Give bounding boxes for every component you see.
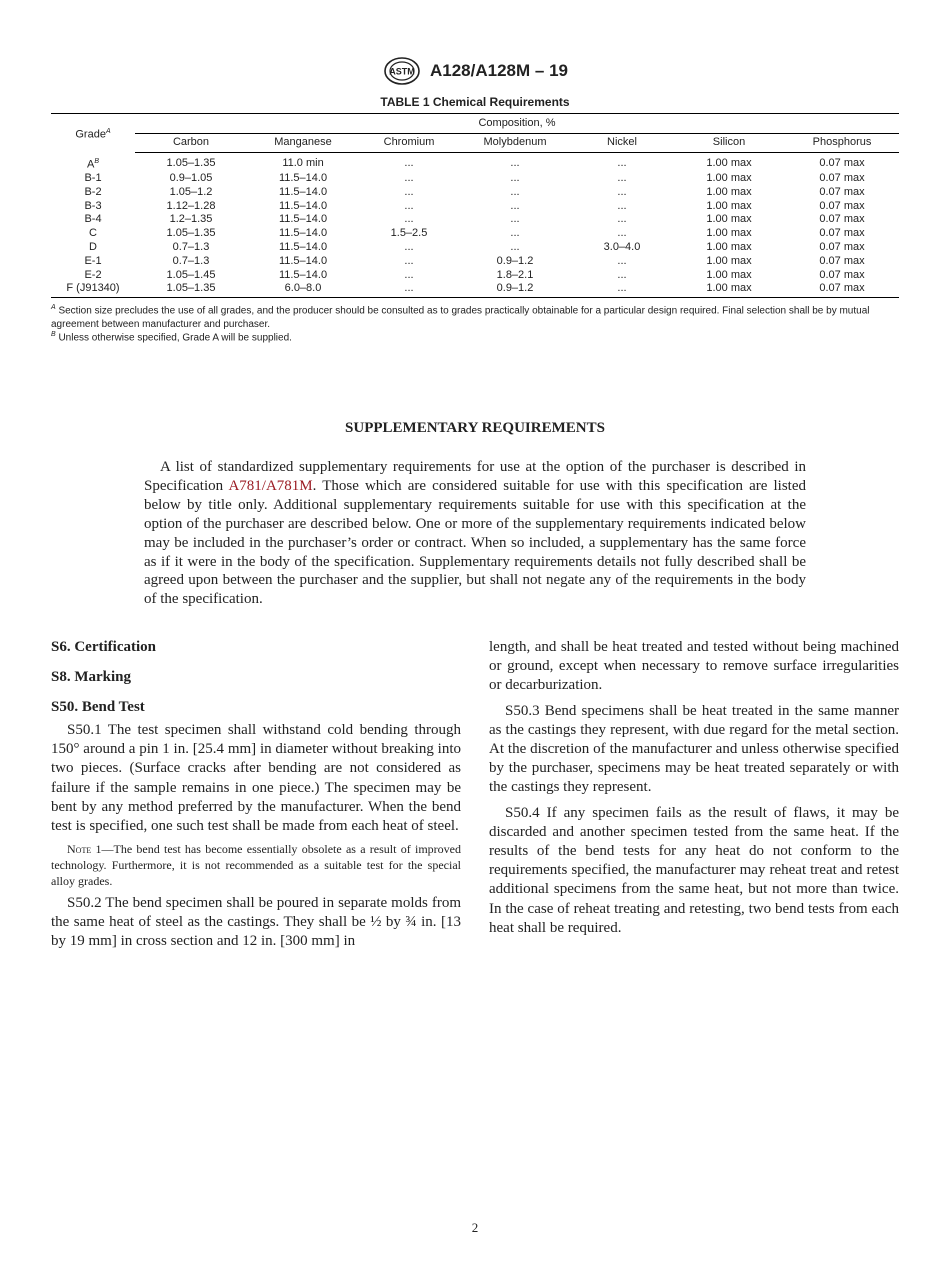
cell-nickel: ... [617, 199, 627, 212]
right-column [489, 638, 899, 944]
paragraph-s50-1: S50.1 The test specimen shall withstand cold bending through 150° around a pin 1 in. [25.4 mm] in diameter without breaking into two pieces. (Surface cracks after bending are not considered as failure if the sample remains in one piece.) The specimen may be bent by any method preferred by the manufacturer. When the bend test is specified, one such test shall be made from each heat of steel. [51, 722, 461, 835]
cell-phosphorus: 0.07 max [819, 268, 865, 281]
supplementary-title: SUPPLEMENTARY REQUIREMENTS [345, 420, 605, 436]
paragraph-s50-4: S50.4 If any specimen fails as the result of flaws, it may be discarded and another specimen tested from the same heat. If the results of the bend tests for any heat do not conform to the requirements specified, the manufacturer may reheat treat and retest additional specimens from the same heat, but not more than twice. In the case of reheat treating and retesting, two bend tests from each heat shall be required. [489, 804, 899, 936]
paragraph-s50-3: S50.3 Bend specimens shall be heat treated in the same manner as the castings they represent, with due regard for the metal section. At the discretion of the manufacturer and unless otherwise specified by the purchaser, specimens may be heat treated separately or with the castings they represent. [489, 702, 899, 796]
cell-manganese: 11.5–14.0 [278, 199, 328, 212]
cell-carbon: 1.05–1.35 [166, 156, 216, 169]
cell-molybdenum: ... [510, 199, 520, 212]
section-heading-s6: S6. Certification [51, 639, 156, 655]
cell-manganese: 11.5–14.0 [278, 185, 328, 198]
cell-silicon: 1.00 max [706, 171, 752, 184]
table-row [51, 282, 899, 297]
cell-carbon: 0.7–1.3 [172, 240, 210, 253]
cell-molybdenum: 0.9–1.2 [459, 282, 571, 297]
cell-chromium: 1.5–2.5 [390, 227, 428, 240]
table-row [51, 255, 899, 269]
grade-cell: B-4 [84, 213, 102, 226]
cell-nickel: ... [617, 185, 627, 198]
cell-nickel: ... [617, 268, 627, 281]
table-row [51, 269, 899, 283]
column-header: Phosphorus [785, 134, 899, 153]
cell-chromium: ... [404, 254, 414, 267]
cell-molybdenum: ... [510, 227, 520, 240]
cell-chromium: ... [404, 199, 414, 212]
page-header [0, 56, 950, 86]
table-row [51, 227, 899, 241]
cell-carbon: 1.05–1.45 [166, 268, 216, 281]
table-row [51, 186, 899, 200]
table-footnote: $^A$ Section size precludes the use of all grades, and the producer should be consulted as to grades practically obtainable for a particular design required. Final selection shall be by mutual agreement between manufacturer and purchaser. [51, 304, 870, 330]
cell-chromium: ... [404, 240, 414, 253]
grade-cell: B-3 [84, 199, 102, 212]
cell-silicon: 1.00 max [706, 240, 752, 253]
cell-molybdenum: ... [510, 240, 520, 253]
section-heading-s8: S8. Marking [51, 669, 132, 685]
table-row [51, 241, 899, 255]
table-row [51, 200, 899, 214]
cell-carbon: 0.9–1.05 [169, 171, 213, 184]
cell-carbon: 1.05–1.35 [135, 282, 247, 297]
supplementary-intro: A list of standardized supplementary requirements for use at the option of the purchaser is described in Specification A781/A781M. Those which are considered suitable for use with this specification are listed below by title only. Additional supplementary requirements suitable for use with this specification at the option of the purchaser are described below. One or more of the supplementary requirements indicated below may be included in the purchaser’s order or contract. When so included, a supplementary has the same force as if it were in the body of the specification. Supplementary requirements details not fully described shall be agreed upon between the purchaser and the supplier, but shall not negate any of the requirements in the body of the specification. [144, 459, 807, 608]
grade-cell: B-1 [84, 171, 102, 184]
astm-logo-icon [382, 56, 422, 86]
section-heading-s50: S50. Bend Test [51, 699, 145, 715]
cell-manganese: 6.0–8.0 [247, 282, 359, 297]
cell-manganese: 11.5–14.0 [278, 171, 328, 184]
standard-designation: A128/A128M – 19 [430, 61, 568, 80]
grade-header: Grade$^A$ [51, 114, 135, 153]
column-header: Nickel [571, 134, 673, 153]
composition-header: Composition, % [135, 114, 899, 134]
cell-nickel: ... [571, 282, 673, 297]
chemical-requirements-table [51, 113, 899, 298]
table-row [51, 172, 899, 186]
cell-phosphorus: 0.07 max [819, 185, 865, 198]
grade-cell: C [89, 227, 97, 240]
cell-chromium: ... [404, 171, 414, 184]
page-number: 2 [471, 1220, 479, 1235]
cell-molybdenum: 0.9–1.2 [496, 254, 534, 267]
cell-chromium: ... [404, 185, 414, 198]
cell-phosphorus: 0.07 max [819, 227, 865, 240]
table-row [51, 213, 899, 227]
column-header: Manganese [247, 134, 359, 153]
cell-phosphorus: 0.07 max [819, 199, 865, 212]
grade-cell: E-1 [84, 254, 102, 267]
cell-nickel: ... [617, 213, 627, 226]
cell-molybdenum: ... [510, 185, 520, 198]
cell-molybdenum: ... [510, 171, 520, 184]
cell-silicon: 1.00 max [706, 227, 752, 240]
cell-silicon: 1.00 max [706, 199, 752, 212]
cell-manganese: 11.5–14.0 [278, 240, 328, 253]
cell-manganese: 11.5–14.0 [278, 227, 328, 240]
cell-carbon: 1.12–1.28 [166, 199, 216, 212]
astm-logo-text: ASTM [389, 66, 415, 77]
cell-nickel: ... [617, 171, 627, 184]
grade-cell: $A^B$ [86, 157, 99, 171]
cell-phosphorus: 0.07 max [819, 254, 865, 267]
cell-nickel: 3.0–4.0 [603, 240, 641, 253]
table-footnote: $^B$ Unless otherwise specified, Grade A will be supplied. [51, 331, 292, 344]
grade-cell: E-2 [84, 268, 102, 281]
cell-manganese: 11.0 min [282, 156, 324, 169]
paragraph-s50-2-continued: length, and shall be heat treated and tested without being machined or ground, except when necessary to remove surface irregularities or decarburization. [489, 639, 899, 694]
cell-silicon: 1.00 max [706, 254, 752, 267]
column-header: Carbon [135, 134, 247, 153]
cell-phosphorus: 0.07 max [785, 282, 899, 297]
column-header: Chromium [359, 134, 459, 153]
grade-cell: B-2 [84, 185, 102, 198]
cell-chromium: ... [404, 156, 414, 169]
cell-manganese: 11.5–14.0 [278, 268, 328, 281]
column-header: Silicon [673, 134, 785, 153]
cell-silicon: 1.00 max [706, 268, 752, 281]
table-caption: TABLE 1 Chemical Requirements [380, 95, 570, 109]
cell-nickel: ... [617, 254, 627, 267]
cell-manganese: 11.5–14.0 [278, 213, 328, 226]
cell-manganese: 11.5–14.0 [278, 254, 328, 267]
grade-cell: F (J91340) [51, 282, 135, 297]
cell-silicon: 1.00 max [706, 156, 752, 169]
spec-link-a781[interactable]: A781/A781M [228, 477, 313, 494]
paragraph-s50-2: S50.2 The bend specimen shall be poured in separate molds from the same heat of steel as the castings. They shall be ½ by ¾ in. [13 by 19 mm] in cross section and 12 in. [300 mm] in [51, 894, 461, 950]
cell-silicon: 1.00 max [706, 213, 752, 226]
cell-carbon: 1.2–1.35 [169, 213, 213, 226]
table-row [51, 153, 899, 172]
cell-chromium: ... [359, 282, 459, 297]
cell-nickel: ... [617, 227, 627, 240]
cell-chromium: ... [404, 213, 414, 226]
left-column [51, 638, 461, 957]
cell-carbon: 0.7–1.3 [172, 254, 210, 267]
cell-phosphorus: 0.07 max [819, 240, 865, 253]
cell-nickel: ... [617, 156, 627, 169]
cell-phosphorus: 0.07 max [819, 156, 865, 169]
cell-phosphorus: 0.07 max [819, 213, 865, 226]
note-1: Note 1—The bend test has become essentially obsolete as a result of improved technology. Furthermore, it is not recommended as a suitable test for the special alloy grades. [51, 842, 461, 888]
cell-carbon: 1.05–1.35 [166, 227, 216, 240]
cell-molybdenum: ... [510, 213, 520, 226]
cell-phosphorus: 0.07 max [819, 171, 865, 184]
cell-carbon: 1.05–1.2 [169, 185, 213, 198]
cell-chromium: ... [404, 268, 414, 281]
cell-molybdenum: ... [510, 156, 520, 169]
column-header: Molybdenum [459, 134, 571, 153]
cell-silicon: 1.00 max [673, 282, 785, 297]
grade-cell: D [89, 240, 97, 253]
cell-molybdenum: 1.8–2.1 [496, 268, 534, 281]
cell-silicon: 1.00 max [706, 185, 752, 198]
